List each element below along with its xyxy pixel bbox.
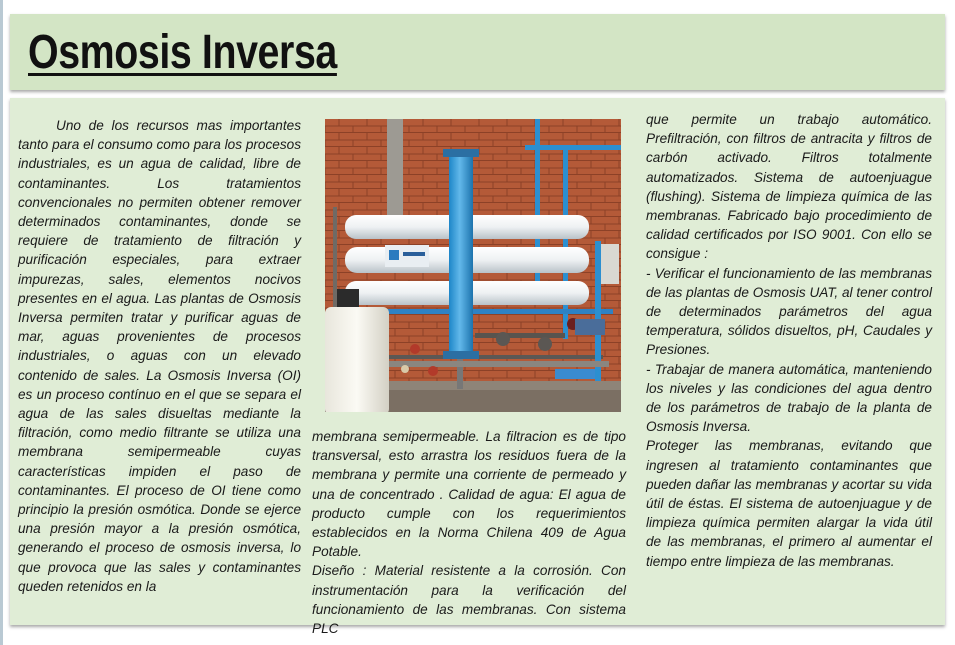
page-edge <box>0 0 3 645</box>
column-3-paragraph-1: que permite un trabajo automático. Prefiltración, con filtros de antracita y filtros de carbón activado. Filtros totalmente automatizados. Sistema de autoenjuague (flushing). Sistema de limpieza química de las membranas. Fabricado bajo procedimiento de calidad certificados por ISO 9001. Con ello se consigue : <box>646 112 932 262</box>
reverse-osmosis-plant-photo <box>325 119 621 412</box>
column-2-paragraph-1: membrana semipermeable. La filtracion es de tipo transversal, esto arrastra los residuos fuera de la membrana y permite una corriente de permeado y una de concentrado . Calidad de agua: El agua de producto cumple con los requerimientos establecidos en la Norma Chilena 409 de Agua Potable. <box>312 429 626 560</box>
article-column-2 <box>312 427 626 638</box>
column-2-paragraph-2: Diseño : Material resistente a la corrosión. Con instrumentación para la verificación del funcionamiento de las membranas. Con sistema PLC <box>312 563 626 637</box>
article-column-1 <box>18 116 301 596</box>
column-3-paragraph-4: Proteger las membranas, evitando que ingresen al tratamiento contaminantes que pueden dañar las membranas y acortar su vida útil de éstas. El sistema de autoenjuague y de limpieza química permiten alargar la vida útil de las membranas, el primero al aumentar el tiempo entre limpieza de las membranas. <box>646 438 932 569</box>
page-title: Osmosis Inversa <box>28 26 337 79</box>
title-banner <box>10 14 945 90</box>
column-3-paragraph-2: - Verificar el funcionamiento de las membranas de las plantas de Osmosis UAT, al tener control de determinados parámetros del agua temperatura, sólidos disueltos, pH, Caudales y Presiones. <box>646 265 932 358</box>
column-1-paragraph: Uno de los recursos mas importantes tanto para el consumo como para los procesos industriales, es un agua de calidad, libre de contaminantes. Los tratamientos convencionales no permiten obtener remover determinados contaminantes, donde se requiere de tratamiento de filtración y purificación especiales, para extraer impurezas, sales, elementos nocivos presentes en el agua. Las plantas de Osmosis Inversa permiten tratar y purificar aguas de mar, aguas provenientes de procesos industriales, o aguas con un elevado contenido de sales. La Osmosis Inversa (OI) es un proceso contínuo en el que se separa el agua de las sales disueltas mediante la filtración, como medio filtrante se utiliza una membrana semipermeable cuyas características impiden el paso de contaminantes. El proceso de OI tiene como principio la presión osmótica. Donde se ejerce una presión mayor a la presión osmótica, generando el proceso de osmosis inversa, lo que provoca que las sales y contaminantes queden retenidos en la <box>18 118 301 594</box>
plant-photo-illustration <box>325 119 621 412</box>
article-column-3 <box>646 110 932 571</box>
column-3-paragraph-3: - Trabajar de manera automática, manteniendo los niveles y las condiciones del agua dentro de los parámetros de trabajo de la planta de Osmosis Inversa. <box>646 361 932 435</box>
article-panel <box>10 98 945 637</box>
